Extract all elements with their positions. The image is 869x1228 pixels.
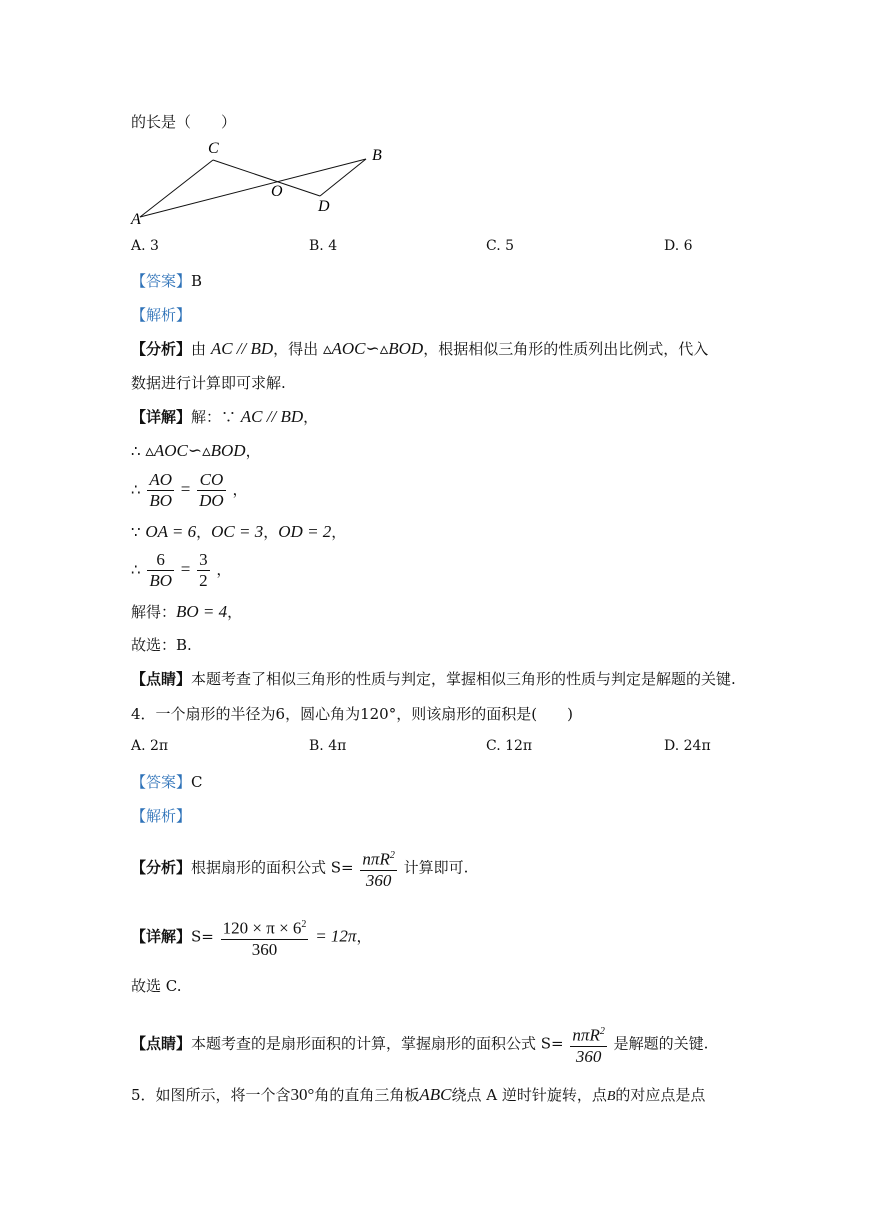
q3-analysis-tag: 【解析】: [131, 306, 192, 324]
q4-answer: 【答案】C: [131, 773, 203, 791]
q3-xiangjie-4: ∵ OA = 6，OC = 3，OD = 2，: [131, 522, 347, 541]
q4-stem: 4．一个扇形的半径为6，圆心角为120°，则该扇形的面积是( ): [131, 705, 573, 723]
q3-xiangjie-7: 故选：B.: [131, 636, 192, 654]
q3-option-c: C. 5: [486, 238, 515, 254]
label-d: D: [318, 198, 330, 215]
q3-fenxi: 【分析】由 AC // BD，得出 ▵AOC∽▵BOD，根据相似三角形的性质列出比例式，代入: [131, 339, 709, 358]
q3-xiangjie-2: ∴ ▵AOC∽▵BOD，: [131, 441, 261, 460]
q3-option-a: A. 3: [131, 238, 159, 254]
label-a: A: [131, 211, 141, 228]
label-o: O: [271, 183, 283, 200]
q4-dianjing: 【点睛】本题考查的是扇形面积的计算，掌握扇形的面积公式 S= $\frac{n\pi R^2}{360}$ 是解题的关键.: [131, 1022, 708, 1067]
label-b: B: [372, 147, 382, 164]
q3-answer: 【答案】B: [131, 272, 203, 290]
q3-stem-tail: 的长是（ ）: [131, 113, 237, 131]
q3-fenxi-line2: 数据进行计算即可求解.: [131, 374, 286, 392]
q3-dianjing: 【点睛】本题考查了相似三角形的性质与判定，掌握相似三角形的性质与判定是解题的关键.: [131, 670, 736, 688]
q4-option-a: A. 2π: [131, 738, 169, 754]
q3-option-b: B. 4: [309, 238, 338, 254]
segment-cd: [213, 160, 320, 196]
q4-xiangjie-2: 故选 C.: [131, 977, 182, 995]
q3-xiangjie-5: ∴ $\frac{6}{BO}$ = $\frac{3}{2}$ ，: [131, 550, 232, 590]
q4-option-c: C. 12π: [486, 738, 533, 754]
segment-ab: [140, 159, 366, 217]
q4-xiangjie: 【详解】S= $\frac{120 \times \pi \times 6^2}{360}$ = 12π，: [131, 915, 371, 960]
label-c: C: [208, 140, 219, 157]
q3-option-d: D. 6: [664, 238, 693, 254]
q4-analysis-tag: 【解析】: [131, 807, 192, 825]
segment-ac: [140, 160, 213, 217]
geometry-figure: [128, 138, 388, 233]
q3-xiangjie-3: ∴ $\frac{AO}{BO}$ = $\frac{CO}{DO}$ ，: [131, 470, 248, 510]
q3-xiangjie-1: 【详解】解：∵ AC // BD，: [131, 407, 319, 426]
q4-option-d: D. 24π: [664, 738, 711, 754]
q4-option-b: B. 4π: [309, 738, 347, 754]
q5-stem: 5．如图所示，将一个含30°角的直角三角板ABC绕点 A 逆时针旋转，点B的对应点是点: [131, 1085, 706, 1104]
q3-xiangjie-6: 解得：BO = 4，: [131, 602, 243, 621]
q4-fenxi: 【分析】根据扇形的面积公式 S= $\frac{n\pi R^2}{360}$ 计算即可.: [131, 846, 468, 891]
